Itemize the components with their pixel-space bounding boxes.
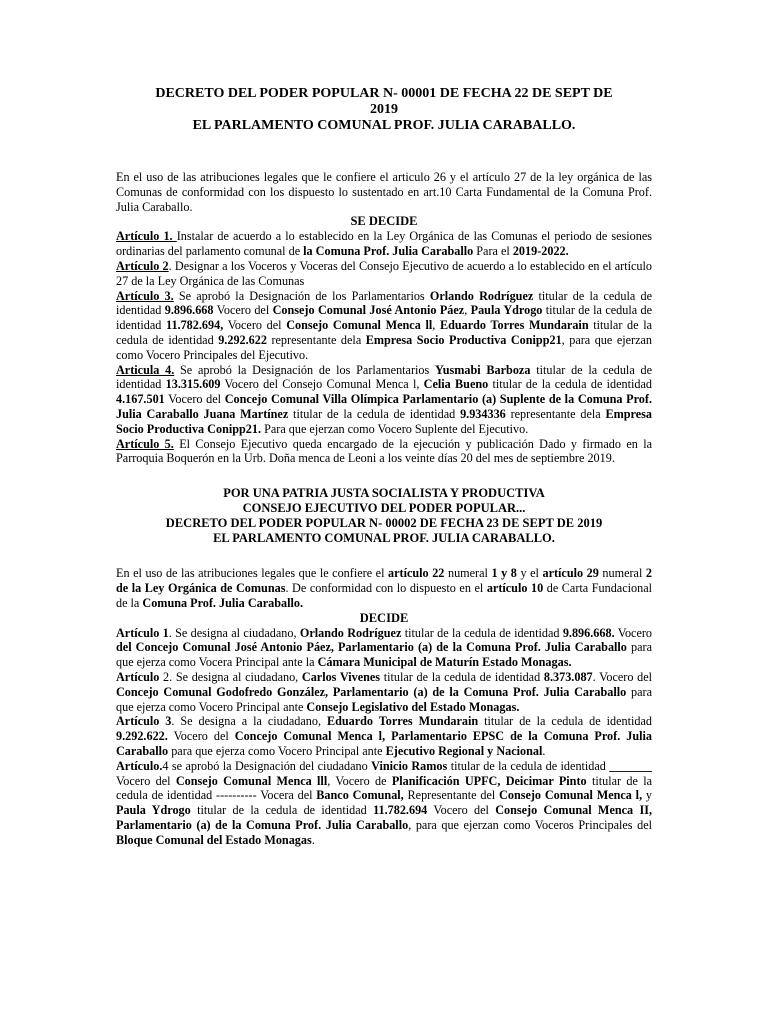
intro-text-bold: artículo 10 [486,580,544,595]
decree2-parliament: EL PARLAMENTO COMUNAL PROF. JULIA CARABALLO. [213,531,555,546]
person-name: Paula Ydrogo [470,303,543,318]
article-text: Vocero del [213,303,273,318]
article-text: Se aprobó la Designación de los Parlamentarios [173,288,430,303]
article-text: , [432,318,440,333]
article-text: , Vocero de [327,773,392,788]
id-number: 8.373.087 [543,669,593,684]
article-text: para que ejerza como Vocero Principal ante [116,684,652,714]
article-text: titular de la cedula de identidad [116,362,653,392]
intro-text-bold: artículo 22 [388,566,445,581]
council-name: Concejo Comunal Godofredo González, Parlamentario (a) de la Comuna Prof. Julia Caraballo [116,684,627,699]
decree1-title-line3: EL PARLAMENTO COMUNAL PROF. JULIA CARABALLO. [192,118,576,133]
decree2-article-3 [116,714,652,758]
article-label: Artículo 1. [116,229,177,244]
company-name: Empresa Socio Productiva Conipp21 [365,332,562,347]
article-text: titular de la cedula de identidad [116,318,653,347]
intro-text-bold: Comuna Prof. Julia Caraballo. [142,595,303,610]
person-name: Yusmabi Barboza [435,362,531,377]
article-text: Instalar de acuerdo a lo establecido en la Ley Orgánica de las Comunas el periodo de sesiones ordinarias del parlamento comunal de [116,229,652,259]
article-text: representante dela [505,406,606,421]
decree2-decide-heading: DECIDE [359,610,409,625]
article-text: titular de la cedula de identidad [447,758,610,773]
intro-text-bold: 1 y 8 [491,566,517,581]
person-name: Carlos Vivenes [301,669,381,684]
article-text: representante dela [266,332,366,347]
article-text: Vocero del [223,318,287,333]
person-name: Planificación UPFC, Deicimar Pinto [391,773,587,788]
article-text: El Consejo Ejecutivo queda encargado de la ejecución y publicación Dado y firmado en la Parroquia Boquerón en la Urb. Doña menca de Leoni a los veinte días 20 del mes de septiembre 2019. [116,436,652,466]
article-text-bold: 2019-2022. [512,244,569,259]
person-name: Celia Bueno [423,377,489,392]
council-name: Consejo Comunal José Antonio Páez [272,303,465,318]
id-number: 11.782.694 [373,803,428,818]
article-text: . [542,743,546,758]
decree1-title-line1: DECRETO DEL PODER POPULAR N- 00001 DE FECHA 22 DE SEPT DE [155,86,613,101]
article-text: titular de la cedula de identidad [478,714,652,729]
article-text: titular de la cedula de identidad [116,288,652,318]
decree1-article-5 [116,437,652,467]
person-name: Eduardo Torres Mundarain [439,318,589,333]
company-name: Empresa Socio Productiva Conipp21. [116,406,652,436]
article-text: titular de la cedula de identidad [488,377,653,392]
article-label: Artículo 3. [116,288,174,303]
article-text: . Se designa al ciudadano, [168,625,300,640]
article-text: para que ejerza como Vocera Principal ante la [116,640,652,670]
decree2-article-1 [116,626,652,670]
council-name: Concejo Comunal Menca l, Parlamentario EPSC de la Comuna Prof. Julia Caraballo [116,729,652,758]
intro-text-bold: 2 de la Ley Orgánica de Comunas [116,566,653,595]
institution-name: Ejecutivo Regional y Nacional [385,743,543,758]
article-label: Artículo 3 [116,714,172,729]
id-number: 9.934336 [460,406,506,421]
article-text: , para que ejerzan como Vocero Principales del Ejecutivo. [116,332,652,362]
article-text: titular de la cedula de identidad [401,625,563,640]
person-name: Vinicio Ramos [371,758,448,773]
decree1-article-1 [116,229,652,259]
id-number: 9.292.622. [116,729,168,744]
intro-text-bold: artículo 29 [542,566,599,581]
decree1-article-3 [116,289,652,363]
article-text: para que ejerza como Vocero Principal ante [168,743,386,758]
article-text: , para que ejerzan como Voceros Principales del [408,817,652,832]
article-text: y [642,788,653,803]
slogan: POR UNA PATRIA JUSTA SOCIALISTA Y PRODUCTIVA [223,486,545,501]
id-blank: _______ [609,758,652,773]
id-number: 11.782.694, [166,318,224,333]
article-text: Representante del [403,788,500,803]
person-name: Orlando Rodríguez [429,288,534,303]
article-text: titular de la cedula de identidad [190,803,374,818]
intro-text: numeral [444,566,492,581]
article-text: Se aprobó la Designación de los Parlamentarios [174,362,436,377]
intro-text: y el [516,566,543,581]
council-name: Consejo Comunal Menca II, Parlamentario (a) de la Comuna Prof. Julia Caraballo [116,803,652,832]
article-text: Para el [473,244,513,259]
id-number: 9.896.668. [562,625,615,640]
decree1-title-line2: 2019 [370,102,398,117]
council-name: del Concejo Comunal José Antonio Páez, Parlamentario (a) de la Comuna Prof. Julia Caraballo [116,640,627,655]
article-text: 2. Se designa al ciudadano, [159,669,302,684]
id-number: 9.292.622 [218,332,267,347]
article-text: Para que ejerzan como Vocero Suplente del Ejecutivo. [261,421,529,436]
institution-name: Consejo Legislativo del Estado Monagas. [306,699,520,714]
article-label: Artículo [116,669,160,684]
article-text: Vocero del Consejo Comunal Menca l, [220,377,424,392]
article-text: Vocero del [427,803,496,818]
article-text: Vocero del [167,729,235,744]
person-name: Orlando Rodríguez [299,625,402,640]
article-text: titular de la cedula de identidad ---------- Vocera del [116,773,652,803]
article-text: titular de la cedula de identidad [380,669,544,684]
article-text: . Vocero del [592,669,652,684]
person-name: Paula Ydrogo [116,803,191,818]
intro-text: En el uso de las atribuciones legales que le confiere el [116,566,389,581]
intro-text: . De conformidad con lo dispuesto en el [285,580,487,595]
decree1-intro: En el uso de las atribuciones legales que le confiere el articulo 26 y el artículo 27 de la ley orgánica de las Comunas de conformidad con los dispuesto lo sustentado en art.10 Carta Fundamental de la Comuna Prof. Julia Caraballo. [116,170,652,214]
executive-council-heading: CONSEJO EJECUTIVO DEL PODER POPULAR... [242,501,526,516]
decree2-article-2 [116,670,652,714]
article-text: . Designar a los Voceros y Voceras del Consejo Ejecutivo de acuerdo a lo establecido en el artículo 27 de la Ley Orgánica de las Comunas [116,258,652,288]
decree2-intro [116,566,652,610]
decree2-title: DECRETO DEL PODER POPULAR N- 00002 DE FECHA 23 DE SEPT DE 2019 [165,516,603,531]
council-name: Consejo Comunal Menca l, [499,788,643,803]
article-label: Artículo 2 [116,258,169,273]
person-name: Eduardo Torres Mundarain [326,714,479,729]
decree1-article-2 [116,259,652,289]
article-text: Vocero [614,625,653,640]
article-text: . Se designa a la ciudadano, [171,714,327,729]
article-label: Artículo. [116,758,163,773]
article-text: titular de la cedula de identidad [288,406,461,421]
article-text-bold: la Comuna Prof. Julia Caraballo [303,244,474,259]
article-text: , [464,303,471,318]
article-text: . [311,832,315,847]
institution-name: Banco Comunal, [316,788,404,803]
decree2-article-4 [116,759,652,848]
article-text: titular de la cedula de identidad [116,303,653,333]
id-number: 4.167.501 [116,392,165,407]
decree1-article-4 [116,363,652,437]
council-name: Consejo Comunal Menca ll [286,318,433,333]
article-label: Articula 4. [116,362,175,377]
article-text: Vocero del [164,392,225,407]
council-name: Concejo Comunal Villa Olímpica Parlamentario (a) Suplente de la Comuna Prof. Julia Caraballo Juana Martínez [116,392,652,421]
document-page [116,86,652,847]
council-name: Consejo Comunal Menca lll [175,773,328,788]
article-label: Artículo 1 [116,625,169,640]
article-text: 4 se aprobó la Designación del ciudadano [162,758,372,773]
intro-text: de Carta Fundacional de la [116,580,652,610]
intro-text: numeral [598,566,646,581]
id-number: 9.896.668 [164,303,214,318]
institution-name: Bloque Comunal del Estado Monagas [116,832,312,847]
article-label: Artículo 5. [116,436,174,451]
id-number: 13.315.609 [165,377,221,392]
article-text: Vocero del [116,773,176,788]
decree1-decide-heading: SE DECIDE [350,214,418,229]
institution-name: Cámara Municipal de Maturín Estado Monagas. [317,655,572,670]
